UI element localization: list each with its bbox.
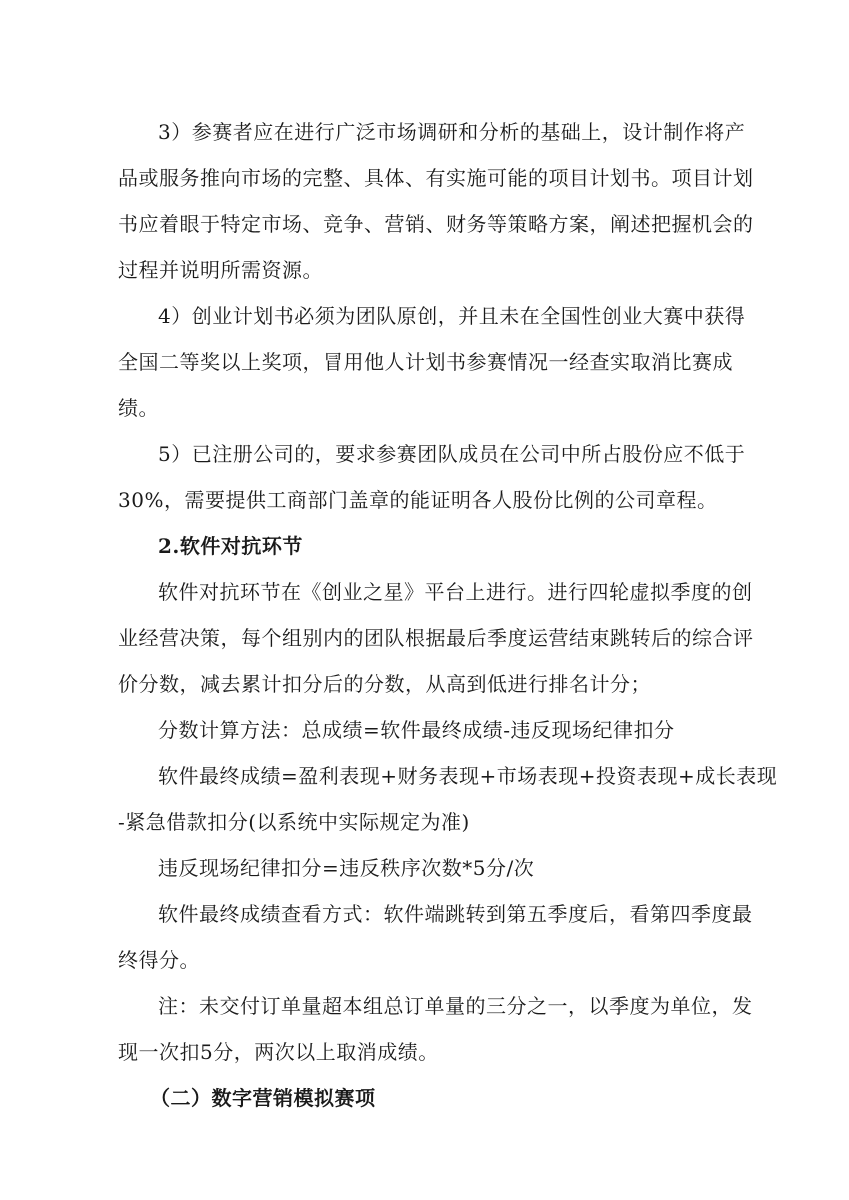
- item-4-line-1: 4）创业计划书必须为团队原创，并且未在全国性创业大赛中获得: [158, 304, 746, 328]
- item-5-line-2: 30%，需要提供工商部门盖章的能证明各人股份比例的公司章程。: [118, 488, 718, 512]
- software-intro-line-2: 业经营决策，每个组别内的团队根据最后季度运营结束跳转后的综合评: [118, 626, 754, 650]
- section-two-heading: （二）数字营销模拟赛项: [150, 1086, 376, 1110]
- view-method-line-2: 终得分。: [118, 948, 200, 972]
- item-4-line-2: 全国二等奖以上奖项，冒用他人计划书参赛情况一经查实取消比赛成: [118, 350, 733, 374]
- item-4-line-3: 绩。: [118, 396, 159, 420]
- score-method: 分数计算方法：总成绩=软件最终成绩-违反现场纪律扣分: [158, 718, 675, 742]
- item-3-line-1: 3）参赛者应在进行广泛市场调研和分析的基础上，设计制作将产: [158, 120, 746, 144]
- discipline-deduction: 违反现场纪律扣分=违反秩序次数*5分/次: [158, 856, 535, 880]
- section-2-heading: 2.软件对抗环节: [158, 534, 303, 558]
- note-line-1: 注：未交付订单量超本组总订单量的三分之一，以季度为单位，发: [158, 994, 753, 1018]
- item-3-line-4: 过程并说明所需资源。: [118, 258, 323, 282]
- item-5-line-1: 5）已注册公司的，要求参赛团队成员在公司中所占股份应不低于: [158, 442, 746, 466]
- software-intro-line-1: 软件对抗环节在《创业之星》平台上进行。进行四轮虚拟季度的创: [158, 580, 753, 604]
- software-intro-line-3: 价分数，减去累计扣分后的分数，从高到低进行排名计分；: [118, 672, 651, 696]
- view-method-line-1: 软件最终成绩查看方式：软件端跳转到第五季度后，看第四季度最: [158, 902, 753, 926]
- final-score-line-1: 软件最终成绩=盈利表现+财务表现+市场表现+投资表现+成长表现: [158, 764, 778, 788]
- final-score-line-2: -紧急借款扣分(以系统中实际规定为准): [118, 810, 470, 834]
- note-line-2: 现一次扣5分，两次以上取消成绩。: [118, 1040, 439, 1064]
- item-3-line-3: 书应着眼于特定市场、竞争、营销、财务等策略方案，阐述把握机会的: [118, 212, 754, 236]
- item-3-line-2: 品或服务推向市场的完整、具体、有实施可能的项目计划书。项目计划: [118, 166, 754, 190]
